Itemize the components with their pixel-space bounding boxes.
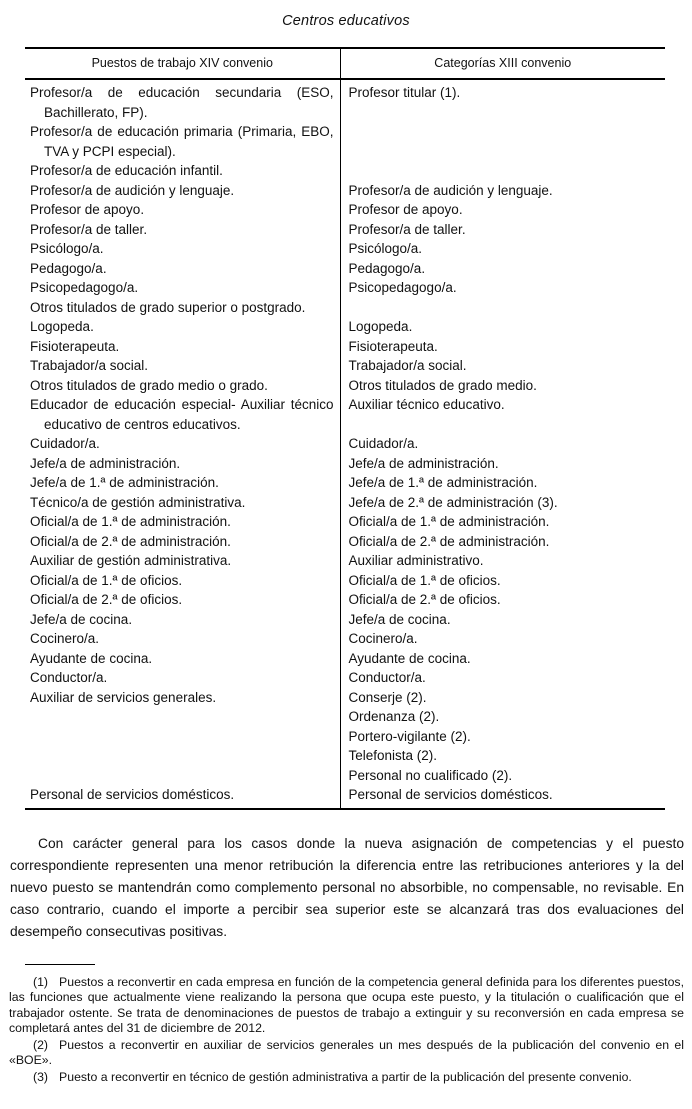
categoria-cell: Oficial/a de 2.ª de oficios. — [348, 592, 501, 607]
table-row — [25, 356, 665, 376]
puesto-cell: Profesor/a de taller. — [25, 220, 340, 240]
puesto-cell: Oficial/a de 1.ª de oficios. — [25, 571, 340, 591]
puesto-cell: Auxiliar de servicios generales. — [25, 688, 340, 708]
puesto-cell: Jefe/a de 1.ª de administración. — [25, 473, 340, 493]
table-row — [25, 590, 665, 610]
puesto-cell: Oficial/a de 2.ª de oficios. — [25, 590, 340, 610]
categoria-cell: Jefe/a de administración. — [348, 455, 499, 471]
categoria-cell: Conductor/a. — [348, 670, 426, 685]
puesto-cell: Auxiliar de gestión administrativa. — [25, 551, 340, 571]
categoria-cell: Oficial/a de 2.ª de administración. — [348, 533, 550, 549]
table-row — [25, 473, 665, 493]
table-row — [25, 766, 665, 786]
categoria-cell: Psicólogo/a. — [348, 241, 423, 256]
table-row — [25, 298, 665, 318]
categoria-cell: Profesor/a de audición y lenguaje. — [348, 182, 553, 198]
puesto-cell: Jefe/a de cocina. — [25, 610, 340, 630]
table-row — [25, 512, 665, 532]
puesto-cell: Cocinero/a. — [25, 629, 340, 649]
categoria-cell: Profesor de apoyo. — [348, 202, 463, 217]
categoria-cell: Auxiliar administrativo. — [348, 553, 484, 568]
footnote-number: (2) — [33, 1037, 49, 1052]
table-row — [25, 668, 665, 688]
table-row — [25, 746, 665, 766]
footnotes — [9, 975, 684, 1086]
puesto-cell: Cuidador/a. — [25, 434, 340, 454]
categoria-cell: Personal de servicios domésticos. — [348, 787, 553, 802]
categoria-cell: Fisioterapeuta. — [348, 338, 438, 354]
categoria-cell: Ayudante de cocina. — [348, 650, 471, 666]
categoria-cell: Oficial/a de 1.ª de administración. — [348, 514, 550, 529]
table-row — [25, 649, 665, 669]
table-row — [25, 688, 665, 708]
table-row — [25, 610, 665, 630]
puesto-cell — [25, 766, 340, 786]
column-header-categorias-xiii: Categorías XIII convenio — [340, 48, 665, 79]
table-row — [25, 317, 665, 337]
document-page — [0, 13, 692, 1109]
puesto-cell: Otros titulados de grado medio o grado. — [25, 376, 340, 396]
puesto-cell: Otros titulados de grado superior o postgrado. — [25, 298, 340, 318]
puesto-cell: Personal de servicios domésticos. — [25, 785, 340, 809]
categoria-cell: Jefe/a de cocina. — [348, 611, 451, 627]
table-row — [25, 122, 665, 161]
puesto-cell — [25, 707, 340, 727]
categoria-cell: Ordenanza (2). — [348, 709, 440, 724]
puesto-cell: Pedagogo/a. — [25, 259, 340, 279]
categoria-cell: Jefe/a de 1.ª de administración. — [348, 475, 538, 490]
table-row — [25, 239, 665, 259]
categoria-cell: Personal no cualificado (2). — [348, 767, 513, 783]
table-row — [25, 434, 665, 454]
footnote-number: (3) — [33, 1069, 49, 1084]
puesto-cell: Trabajador/a social. — [25, 356, 340, 376]
categoria-cell: Cuidador/a. — [348, 436, 419, 451]
convenio-table — [25, 47, 665, 810]
table-row — [25, 259, 665, 279]
puesto-cell: Conductor/a. — [25, 668, 340, 688]
puesto-cell — [25, 746, 340, 766]
categoria-cell: Otros titulados de grado medio. — [348, 377, 537, 393]
table-row — [25, 79, 665, 122]
footnote — [9, 1038, 684, 1069]
puesto-cell: Técnico/a de gestión administrativa. — [25, 493, 340, 513]
categoria-cell — [340, 161, 665, 181]
table-row — [25, 707, 665, 727]
puesto-cell: Fisioterapeuta. — [25, 337, 340, 357]
categoria-cell: Auxiliar técnico educativo. — [348, 397, 505, 412]
puesto-cell: Oficial/a de 1.ª de administración. — [25, 512, 340, 532]
categoria-cell: Profesor/a de taller. — [348, 221, 466, 237]
puesto-cell: Profesor de apoyo. — [25, 200, 340, 220]
table-row — [25, 200, 665, 220]
categoria-cell: Pedagogo/a. — [348, 260, 426, 276]
table-row — [25, 571, 665, 591]
table-body — [25, 79, 665, 809]
footnote — [9, 975, 684, 1037]
categoria-cell: Logopeda. — [348, 319, 413, 334]
categoria-cell: Portero-vigilante (2). — [348, 728, 471, 744]
table-header-row — [25, 48, 665, 79]
table-row — [25, 337, 665, 357]
puesto-cell: Jefe/a de administración. — [25, 454, 340, 474]
categoria-cell: Cocinero/a. — [348, 631, 418, 646]
puesto-cell: Psicólogo/a. — [25, 239, 340, 259]
categoria-cell: Conserje (2). — [348, 689, 427, 705]
puesto-cell: Psicopedagogo/a. — [25, 278, 340, 298]
table-row — [25, 395, 665, 434]
table-row — [25, 532, 665, 552]
footnote-number: (1) — [33, 974, 49, 989]
table-row — [25, 161, 665, 181]
puesto-cell: Profesor/a de educación primaria (Primaria, EBO, TVA y PCPI especial). — [25, 122, 340, 161]
categoria-cell — [340, 298, 665, 318]
puesto-cell: Educador de educación especial- Auxiliar técnico educativo de centros educativos. — [25, 395, 340, 434]
column-header-puestos-xiv: Puestos de trabajo XIV convenio — [25, 48, 340, 79]
categoria-cell: Trabajador/a social. — [348, 358, 467, 373]
footnote-text: Puesto a reconvertir en técnico de gestión administrativa a partir de la publicación del presente convenio. — [59, 1069, 632, 1084]
categoria-cell: Telefonista (2). — [348, 748, 438, 763]
table-row — [25, 551, 665, 571]
page-title: Centros educativos — [282, 13, 410, 29]
table-row — [25, 278, 665, 298]
footnote-text: Puestos a reconvertir en cada empresa en función de la competencia general definida para los diferentes puestos, las funciones que actualmente viene realizando la persona que ocupa este puesto, y la titulación o cualificación que el trabajador ostente. Se trata de denominaciones de puestos de trabajo a extinguir y su reconversión en cada empresa se completará antes del 31 de diciembre de 2012. — [9, 974, 684, 1035]
categoria-cell: Jefe/a de 2.ª de administración (3). — [348, 494, 558, 510]
puesto-cell: Profesor/a de educación infantil. — [25, 161, 340, 181]
table-row — [25, 629, 665, 649]
body-paragraph: Con carácter general para los casos donde la nueva asignación de competencias y el puesto correspondiente representen una menor retribución la diferencia entre las retribuciones anteriores y la del nuevo puesto se mantendrán como complemento personal no absorbible, no compensable, no revisable. En caso contrario, cuando el importe a percibir sea superior este se alcanzará tras dos evaluaciones del desempeño consecutivas positivas. — [10, 835, 684, 939]
puesto-cell: Oficial/a de 2.ª de administración. — [25, 532, 340, 552]
puesto-cell: Profesor/a de audición y lenguaje. — [25, 181, 340, 201]
puesto-cell: Ayudante de cocina. — [25, 649, 340, 669]
footnote — [9, 1070, 684, 1086]
table-row — [25, 727, 665, 747]
footnote-separator — [25, 964, 95, 965]
table-row — [25, 220, 665, 240]
puesto-cell: Profesor/a de educación secundaria (ESO, Bachillerato, FP). — [25, 79, 340, 122]
puesto-cell — [25, 727, 340, 747]
table-row — [25, 181, 665, 201]
table-row — [25, 785, 665, 809]
categoria-cell: Oficial/a de 1.ª de oficios. — [348, 572, 501, 588]
puesto-cell: Logopeda. — [25, 317, 340, 337]
table-row — [25, 376, 665, 396]
table-header — [25, 48, 665, 79]
table-row — [25, 493, 665, 513]
categoria-cell — [340, 122, 665, 161]
footnote-text: Puestos a reconvertir en auxiliar de servicios generales un mes después de la publicación del convenio en el «BOE». — [9, 1037, 684, 1067]
categoria-cell: Profesor titular (1). — [348, 85, 461, 100]
categoria-cell: Psicopedagogo/a. — [348, 280, 457, 295]
table-row — [25, 454, 665, 474]
